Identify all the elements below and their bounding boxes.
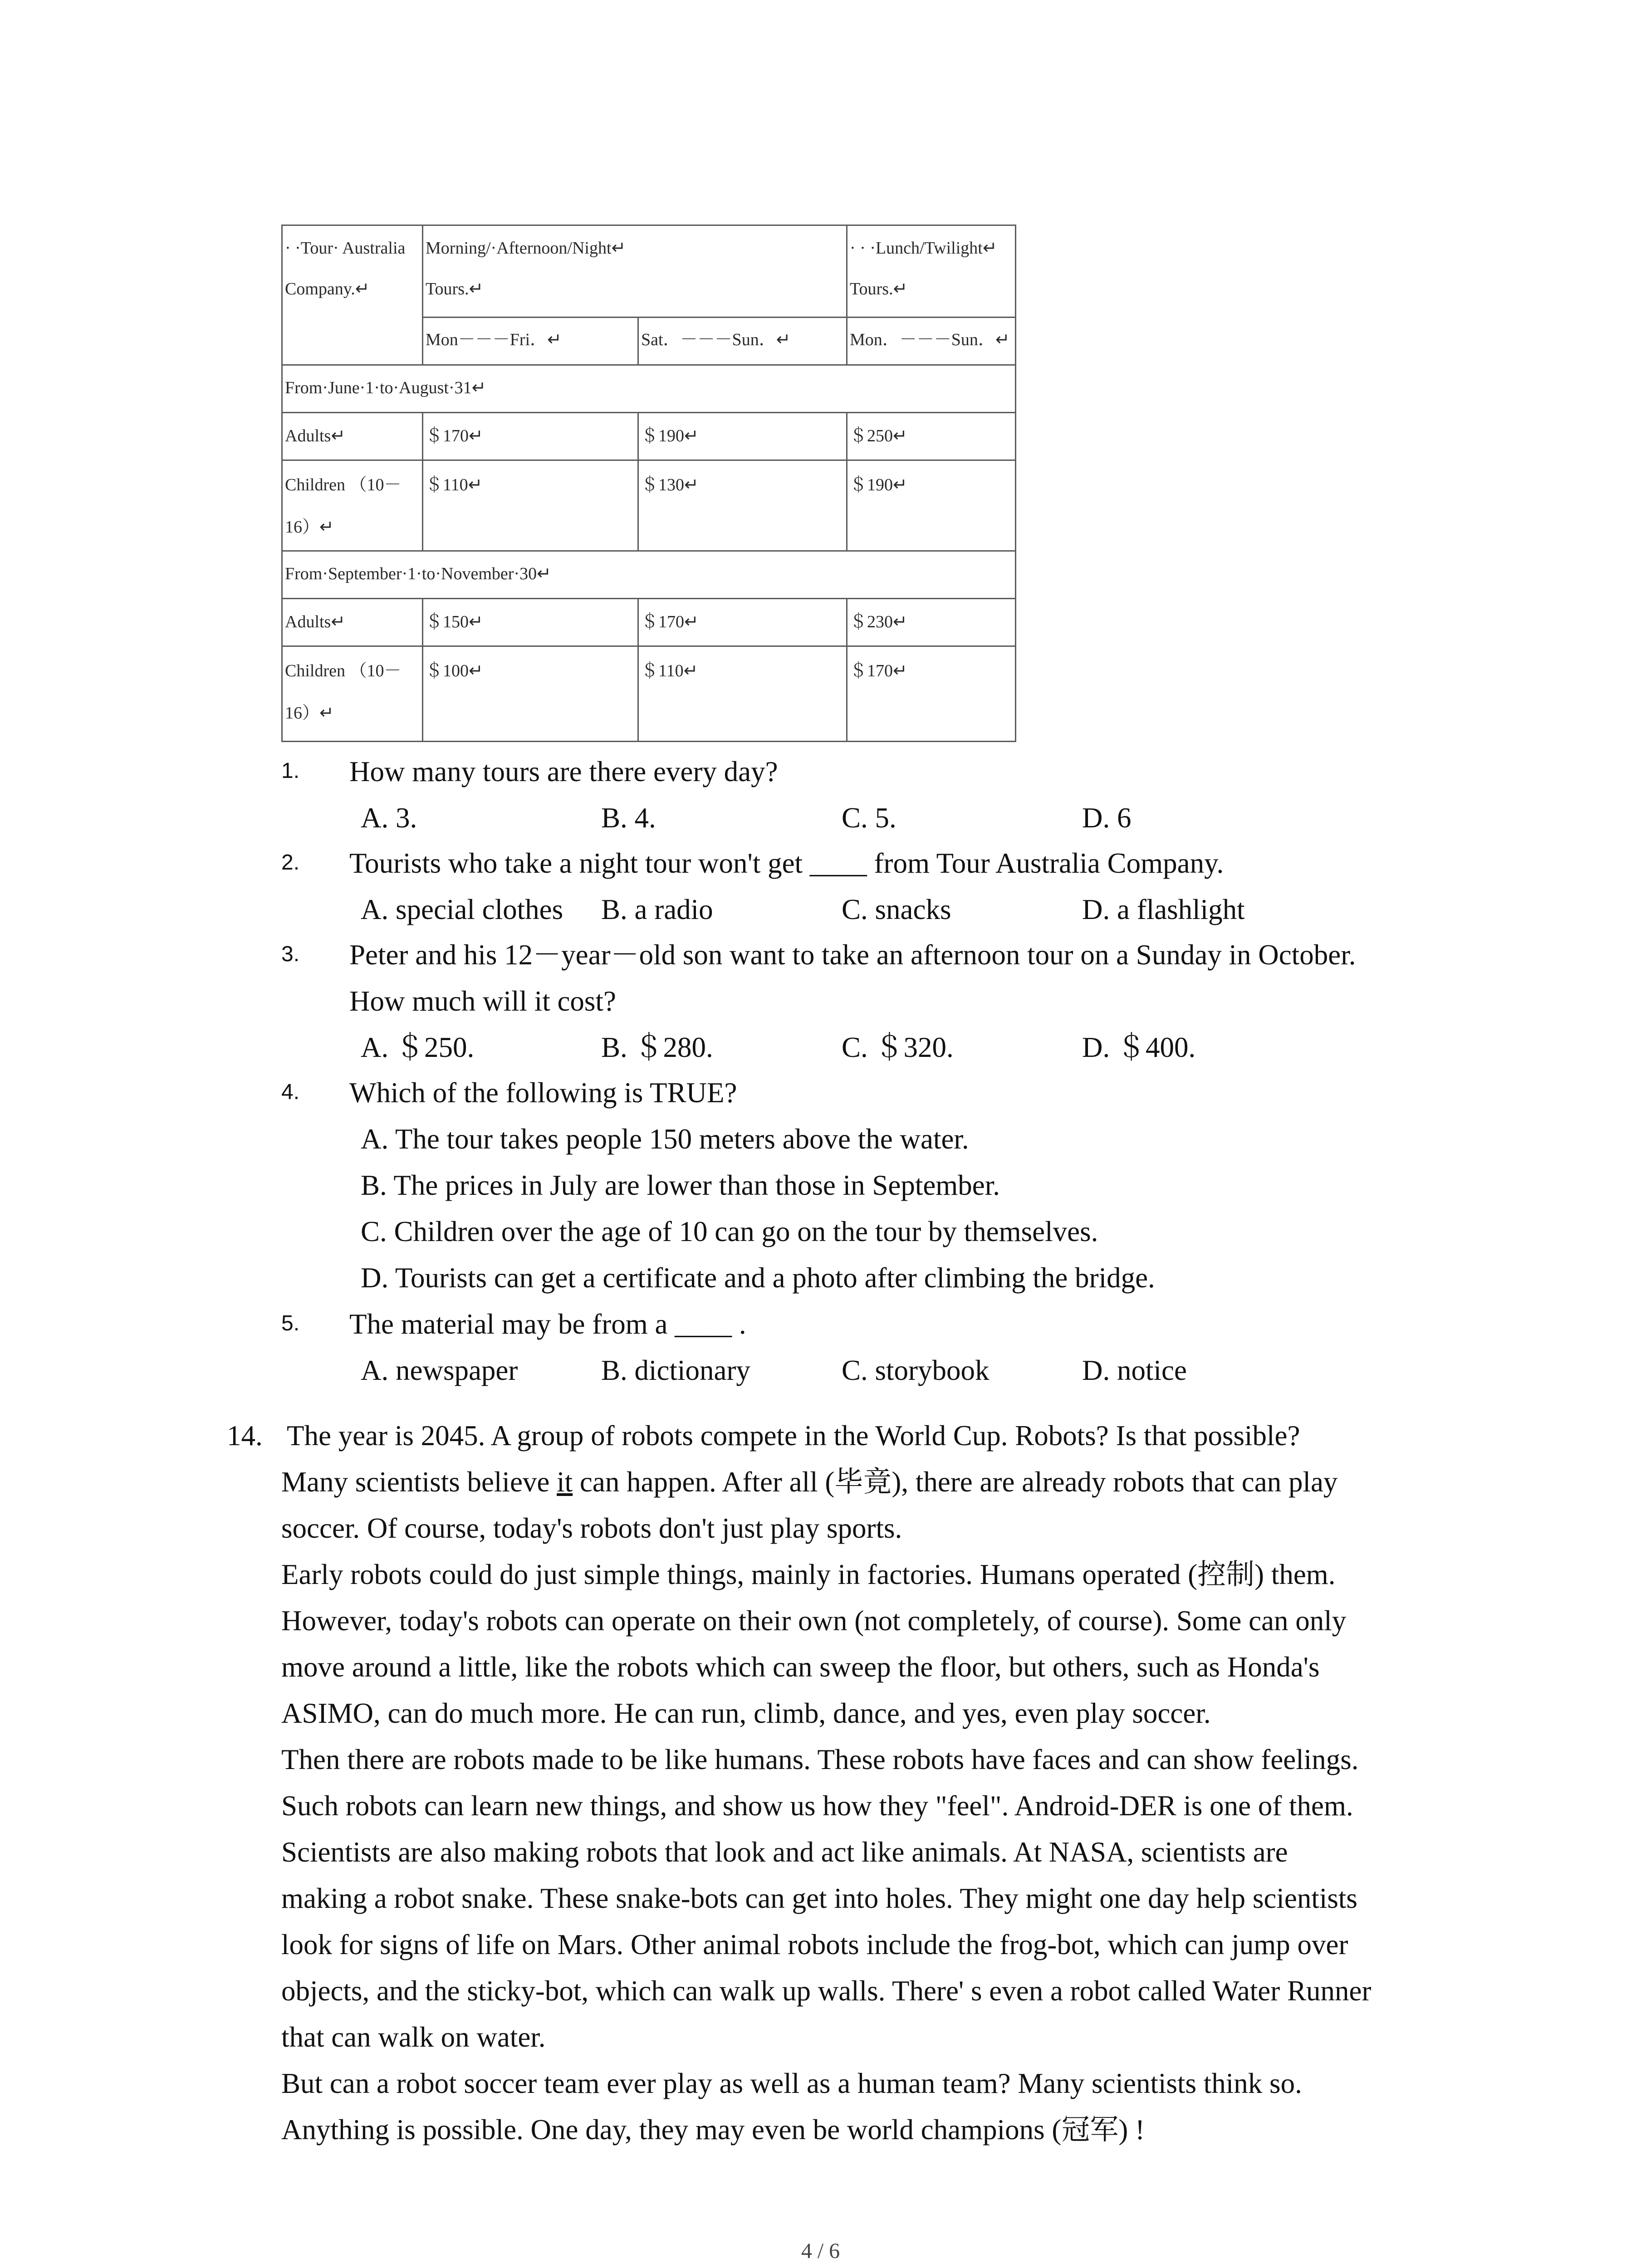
- period-label: From·September·1·to·November·30↵: [285, 564, 551, 583]
- row-label: Adults↵: [285, 612, 346, 631]
- header-days-weekday: Mon－－－Fri．↵: [426, 330, 562, 349]
- page-number: 4 / 6: [801, 2239, 840, 2263]
- option-a: A. The tour takes people 150 meters above the water.: [361, 1123, 969, 1155]
- row-label: 16）↵: [285, 704, 334, 723]
- passage-line: move around a little, like the robots which can sweep the floor, but others, such as Honda's: [281, 1651, 1320, 1683]
- passage-line: Early robots could do just simple things, mainly in factories. Humans operated (控制) them.: [281, 1559, 1336, 1590]
- price-table: [281, 225, 1016, 742]
- price-cell: ＄110↵: [426, 475, 483, 494]
- price-cell: ＄150↵: [426, 612, 483, 631]
- question-number: 2.: [281, 850, 300, 875]
- passage-line: Then there are robots made to be like humans. These robots have faces and can show feelings.: [281, 1744, 1359, 1775]
- passage-line: making a robot snake. These snake-bots can get into holes. They might one day help scientists: [281, 1882, 1357, 1914]
- option-c: C. snacks: [842, 894, 951, 925]
- passage-number: 14.: [227, 1420, 263, 1452]
- price-cell: ＄170↵: [641, 612, 699, 631]
- passage-line: However, today's robots can operate on their own (not completely, of course). Some can only: [281, 1605, 1347, 1637]
- passage-line: But can a robot soccer team ever play as well as a human team? Many scientists think so.: [281, 2068, 1302, 2099]
- option-d: D. Tourists can get a certificate and a photo after climbing the bridge.: [361, 1262, 1155, 1294]
- price-cell: ＄190↵: [850, 475, 907, 494]
- option-a: A. ＄250.: [361, 1031, 475, 1063]
- passage-line: that can walk on water.: [281, 2021, 546, 2053]
- passage-line: Scientists are also making robots that look and act like animals. At NASA, scientists are: [281, 1836, 1288, 1868]
- passage-line: soccer. Of course, today's robots don't just play sports.: [281, 1512, 902, 1544]
- row-label: Children （10－: [285, 661, 402, 680]
- header-days-all: Mon．－－－Sun．↵: [850, 330, 1010, 349]
- question-number: 3.: [281, 942, 300, 966]
- option-b: B. a radio: [601, 894, 713, 925]
- passage-line: Such robots can learn new things, and show us how they "feel". Android-DER is one of them.: [281, 1790, 1353, 1822]
- question-text: How many tours are there every day?: [349, 756, 778, 787]
- price-cell: ＄100↵: [426, 661, 483, 680]
- question-text: Which of the following is TRUE?: [349, 1077, 737, 1109]
- price-cell: ＄170↵: [426, 426, 483, 445]
- option-c: C. 5.: [842, 802, 896, 834]
- price-cell: ＄230↵: [850, 612, 907, 631]
- option-d: D. ＄400.: [1082, 1031, 1196, 1063]
- price-cell: ＄170↵: [850, 661, 907, 680]
- option-c: C. storybook: [842, 1354, 989, 1386]
- option-a: A. 3.: [361, 802, 417, 834]
- passage-line: The year is 2045. A group of robots compete in the World Cup. Robots? Is that possible?: [287, 1420, 1300, 1452]
- header-company-line1: · ·Tour· Australia: [285, 239, 406, 258]
- question-text: Tourists who take a night tour won't get ____ from Tour Australia Company.: [349, 847, 1224, 879]
- question-number: 5.: [281, 1311, 300, 1335]
- passage-line: look for signs of life on Mars. Other animal robots include the frog-bot, which can jump over: [281, 1929, 1348, 1960]
- header-tours1-line1: Morning/·Afternoon/Night↵: [426, 239, 626, 258]
- price-cell: ＄130↵: [641, 475, 699, 494]
- passage-line: ASIMO, can do much more. He can run, climb, dance, and yes, even play soccer.: [281, 1697, 1211, 1729]
- question-text-cont: How much will it cost?: [349, 985, 616, 1017]
- option-b: B. The prices in July are lower than those in September.: [361, 1169, 1000, 1201]
- option-c: C. ＄320.: [842, 1031, 954, 1063]
- option-d: D. 6: [1082, 802, 1132, 834]
- price-cell: ＄250↵: [850, 426, 907, 445]
- question-text: Peter and his 12－year－old son want to take an afternoon tour on a Sunday in October.: [349, 939, 1356, 971]
- option-b: B. dictionary: [601, 1354, 750, 1386]
- option-b: B. 4.: [601, 802, 656, 834]
- row-label: Children （10－: [285, 475, 402, 494]
- passage-line: Many scientists believe it can happen. After all (毕竟), there are already robots that can play: [281, 1466, 1338, 1498]
- option-b: B. ＄280.: [601, 1031, 713, 1063]
- period-label: From·June·1·to·August·31↵: [285, 378, 486, 397]
- option-a: A. special clothes: [361, 894, 563, 925]
- option-a: A. newspaper: [361, 1354, 518, 1386]
- underlined-word: it: [557, 1466, 573, 1498]
- option-d: D. a flashlight: [1082, 894, 1245, 925]
- header-days-weekend: Sat．－－－Sun．↵: [641, 330, 791, 349]
- passage-line: objects, and the sticky-bot, which can walk up walls. There' s even a robot called Water Runner: [281, 1975, 1372, 2007]
- header-tours2-line1: · · ·Lunch/Twilight↵: [850, 239, 997, 258]
- question-number: 1.: [281, 759, 300, 783]
- price-cell: ＄110↵: [641, 661, 698, 680]
- header-tours1-line2: Tours.↵: [426, 279, 484, 298]
- question-number: 4.: [281, 1080, 300, 1104]
- row-label: Adults↵: [285, 426, 346, 445]
- question-text: The material may be from a ____ .: [349, 1308, 746, 1340]
- row-label: 16）↵: [285, 518, 334, 537]
- option-d: D. notice: [1082, 1354, 1187, 1386]
- option-c: C. Children over the age of 10 can go on the tour by themselves.: [361, 1216, 1098, 1247]
- passage-line: Anything is possible. One day, they may even be world champions (冠军) !: [281, 2114, 1145, 2146]
- header-tours2-line2: Tours.↵: [850, 279, 908, 298]
- price-cell: ＄190↵: [641, 426, 699, 445]
- header-company-line2: Company.↵: [285, 279, 370, 298]
